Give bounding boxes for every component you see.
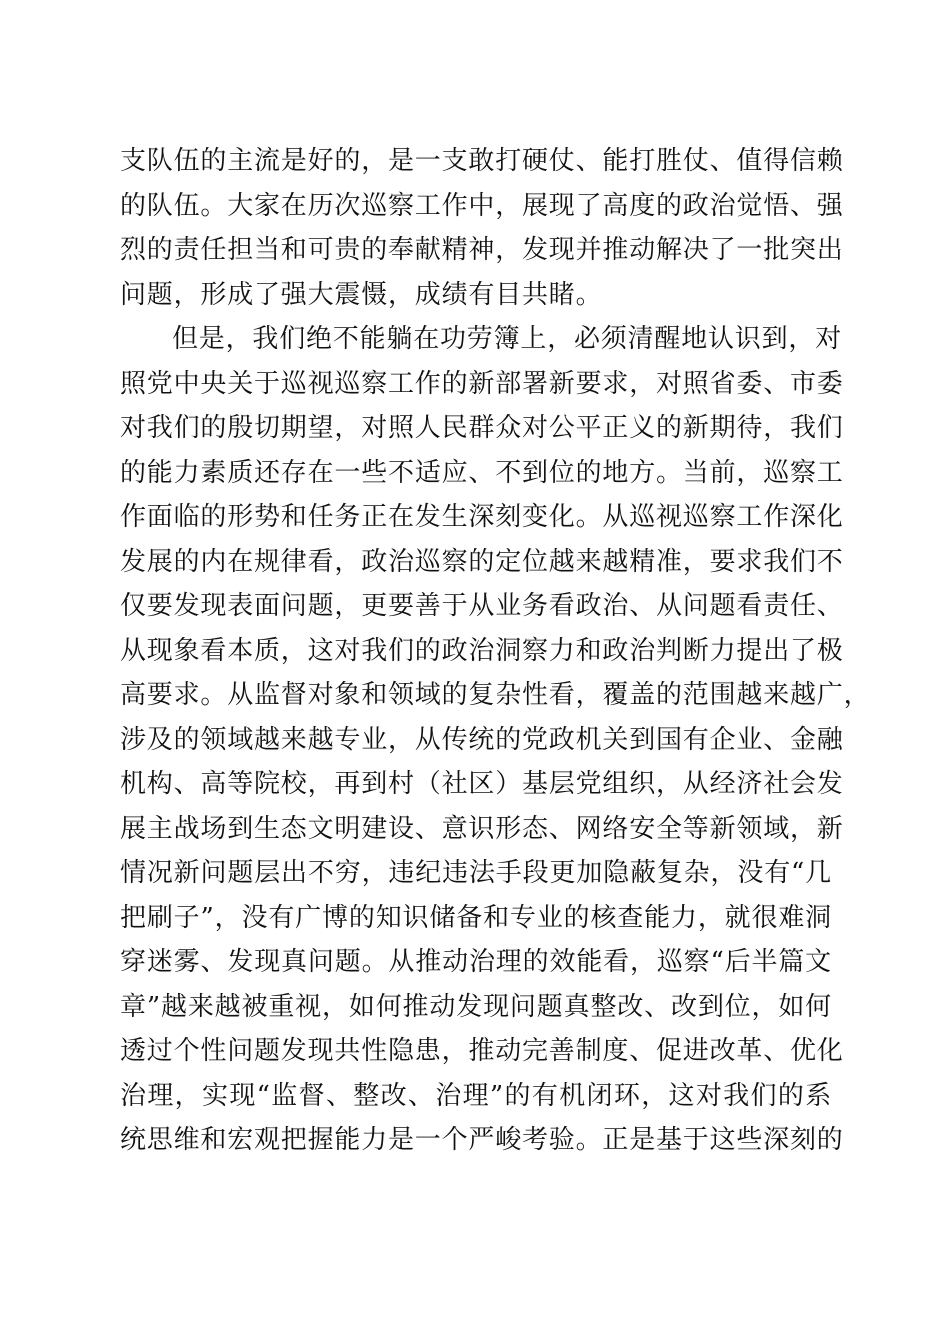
paragraph-line: 章”越来越被重视，如何推动发现问题真整改、改到位，如何 xyxy=(120,991,832,1022)
paragraph-line: 治理，实现“监督、整改、治理”的有机闭环，这对我们的系 xyxy=(120,1080,832,1111)
document-body xyxy=(120,139,871,1163)
paragraph-line: 高要求。从监督对象和领域的复杂性看，覆盖的范围越来越广， xyxy=(120,680,871,710)
paragraph-line: 发展的内在规律看，政治巡察的定位越来越精准，要求我们不 xyxy=(120,546,844,577)
paragraph-1 xyxy=(120,139,844,317)
paragraph-line: 的队伍。大家在历次巡察工作中，展现了高度的政治觉悟、强 xyxy=(120,190,844,221)
paragraph-line: 对我们的殷切期望，对照人民群众对公平正义的新期待，我们 xyxy=(120,413,844,443)
paragraph-line: 从现象看本质，这对我们的政治洞察力和政治判断力提出了极 xyxy=(120,635,844,666)
paragraph-line: 支队伍的主流是好的，是一支敢打硬仗、能打胜仗、值得信赖 xyxy=(120,146,844,176)
paragraph-line: 展主战场到生态文明建设、意识形态、网络安全等新领域，新 xyxy=(120,813,844,844)
paragraph-line: 仅要发现表面问题，更要善于从业务看政治、从问题看责任、 xyxy=(120,591,844,621)
paragraph-line: 穿迷雾、发现真问题。从推动治理的效能看，巡察“后半篇文 xyxy=(120,947,832,977)
paragraph-line: 作面临的形势和任务正在发生深刻变化。从巡视巡察工作深化 xyxy=(120,502,844,532)
paragraph-line: 把刷子”，没有广博的知识储备和专业的核查能力，就很难洞 xyxy=(120,902,832,933)
paragraph-line: 照党中央关于巡视巡察工作的新部署新要求，对照省委、市委 xyxy=(120,368,844,399)
paragraph-line: 透过个性问题发现共性隐患，推动完善制度、促进改革、优化 xyxy=(120,1036,844,1066)
paragraph-line: 问题，形成了强大震慑，成绩有目共睹。 xyxy=(120,279,603,310)
paragraph-line: 的能力素质还存在一些不适应、不到位的地方。当前，巡察工 xyxy=(120,457,844,488)
paragraph-line: 涉及的领域越来越专业，从传统的党政机关到国有企业、金融 xyxy=(120,724,844,755)
paragraph-line: 机构、高等院校，再到村（社区）基层党组织，从经济社会发 xyxy=(120,769,844,799)
paragraph-line: 烈的责任担当和可贵的奉献精神，发现并推动解决了一批突出 xyxy=(120,235,844,265)
paragraph-line: 情况新问题层出不穷，违纪违法手段更加隐蔽复杂，没有“几 xyxy=(120,858,832,888)
paragraph-2 xyxy=(120,317,871,1163)
paragraph-line: 统思维和宏观把握能力是一个严峻考验。正是基于这些深刻的 xyxy=(120,1125,844,1155)
paragraph-line: 但是，我们绝不能躺在功劳簿上，必须清醒地认识到，对 xyxy=(172,324,843,354)
